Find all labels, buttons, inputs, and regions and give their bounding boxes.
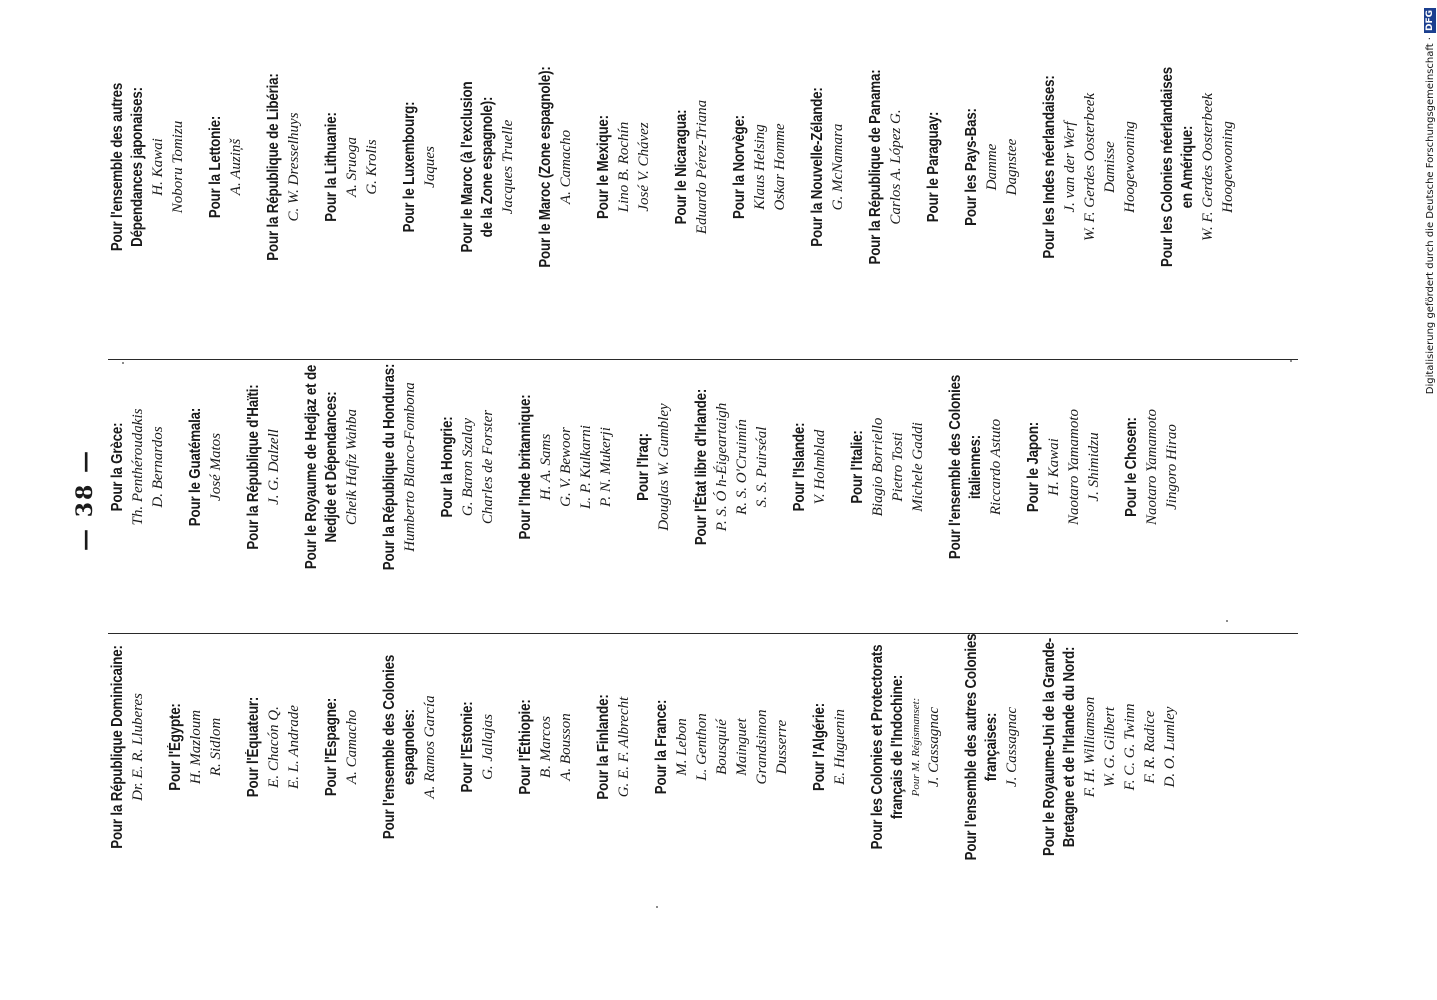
signatory-name: Jacques Truelle [500,119,516,215]
signatory-entry [322,22,382,312]
credit-text: Digitalisierung gefördert durch die Deutsche Forschungsgemeinschaft · [1424,37,1436,395]
signatory-entry [108,22,188,312]
signatory-name: W. F. Gerdes Oosterbeek [1082,92,1098,242]
signatory-entry [400,22,440,312]
signatory-entry [206,22,246,312]
signatory-entry [652,612,792,882]
signatory-entry [810,612,850,882]
country-heading: Pour la République Dominicaine: [109,645,126,849]
country-heading: Pour la Hongrie: [439,416,456,518]
signatory-name: Naotaro Yamamoto [1144,409,1160,526]
signatory-name: D. Bernardos [150,426,166,508]
signatory-name: M. Lebon [674,718,690,776]
signatory-name: Th. Penthéroudakis [130,408,146,526]
signatory-name: Damme [984,143,1000,191]
country-heading: Pour le Royaume-Uni de la Grande- Bretagne et de l'Irlande du Nord: [1041,637,1078,857]
signatory-name: Jaques [422,146,438,188]
signatory-entry [594,22,654,312]
signatory-name: Hoogewooning [1220,121,1236,213]
signatory-name: W. G. Gilbert [1102,706,1118,788]
signatory-name: Pietro Tosti [890,432,906,502]
signatory-name: F. H. Williamson [1082,696,1098,798]
signatory-entry [808,22,848,312]
country-heading: Pour l'Inde britannique: [517,394,534,540]
signatory-name: A. Sruoga [344,137,360,197]
signatory-entry [322,612,362,882]
signatory-name: W. F. Gerdes Oosterbeek [1200,92,1216,242]
signatory-name: H. A. Sams [538,433,554,501]
signatory-name: E. Chacón Q. [266,706,282,788]
signatory-name: C. W. Dresselhuys [286,112,302,222]
signatory-name: José Matos [208,433,224,501]
signatory-name: A. Camacho [344,709,360,785]
signatory-entry [1040,22,1140,312]
signatory-entry [730,22,790,312]
signatory-name: A. Camacho [558,129,574,205]
signatory-entry [380,612,440,882]
signatory-entry [244,612,304,882]
signatory-name: Michele Gaddi [910,422,926,512]
signatory-name: J. van der Werf [1062,121,1078,213]
country-heading: Pour l'Iraq: [635,433,652,501]
signatory-name: A. Auziņš [228,138,244,196]
signatory-name: Bousquié [714,719,730,775]
country-heading: Pour l'ensemble des Colonies italiennes: [947,374,984,560]
country-heading: Pour l'État libre d'Irlande: [693,388,710,546]
country-heading: Pour la République du Honduras: [381,363,398,571]
country-heading: Pour la Nouvelle-Zélande: [809,87,826,247]
signatory-name: S. S. Puirséal [754,426,770,508]
signatory-entry [302,332,362,602]
signatory-name: E. L. Andrade [286,705,302,789]
signatory-entry [672,22,712,312]
signatory-entry [186,332,226,602]
signatory-entry [1158,22,1238,312]
country-heading: Pour l'ensemble des autres Colonies françaises: [963,633,1000,861]
country-heading: Pour l'Équateur: [245,696,262,798]
signatory-entry [166,612,226,882]
signatory-name: Grandsimon [754,709,770,785]
scan-speck [122,362,124,364]
country-heading: Pour l'Islande: [791,422,808,512]
signatory-name: D. O. Lumley [1162,706,1178,788]
signatory-name: J. Shimidzu [1086,432,1102,502]
signatory-name: Noboru Tomizu [170,120,186,214]
country-heading: Pour le Maroc (à l'exclusion de la Zone espagnole): [459,81,496,253]
country-heading: Pour le Mexique: [595,115,612,219]
country-heading: Pour l'Estonie: [459,701,476,793]
signatory-name: José V. Chávez [636,122,652,212]
signatory-name: F. C. G. Twinn [1122,703,1138,791]
signatory-entry [516,332,616,602]
signatory-entry [692,332,772,602]
country-heading: Pour la République de Libéria: [265,73,282,261]
signatory-entry [108,332,168,602]
country-heading: Pour le Japon: [1025,421,1042,513]
signatory-entry [1024,332,1104,602]
signatory-name: G. Krolis [364,139,380,195]
country-heading: Pour l'Éthiopie: [517,699,534,795]
country-heading: Pour les Colonies néerlandaises en Amérique: [1159,67,1196,267]
signatory-name: P. N. Mukerji [598,427,614,507]
signatory-name: Pour M. Régismanset: [910,697,922,797]
signatory-column-1 [108,612,1198,882]
credit-line [1423,8,1437,992]
signatory-name: G. McNamara [830,123,846,211]
digitization-credit [1423,8,1437,992]
country-heading: Pour le Royaume de Hedjaz et de Nedjde et Dépendances: [303,364,340,570]
signatory-name: Lino B. Rochín [616,121,632,213]
signatory-entry [264,22,304,312]
country-heading: Pour les Colonies et Protectorats français de l'Indochine: [869,644,906,850]
country-heading: Pour la Lithuanie: [323,112,340,222]
signatory-entry [380,332,420,602]
signatory-name: Naotaro Yamamoto [1066,409,1082,526]
country-heading: Pour l'Italie: [849,430,866,504]
signatory-name: Cheik Hafiz Wahba [344,408,360,526]
signatory-name: G. E. F. Albrecht [616,696,632,798]
signatory-name: Hoogewooning [1122,121,1138,213]
signatory-entry [946,332,1006,602]
signatory-name: J. Cassagnac [926,707,942,787]
signatory-name: A. Ramos García [422,695,438,799]
signatory-name: Charles de Forster [480,409,496,525]
signatory-name: G. Jallajas [480,714,496,780]
signatory-name: Biagio Borriello [870,417,886,517]
signatory-entry [790,332,830,602]
signatory-entry [244,332,284,602]
signatory-name: Dr. E. R. Lluberes [130,693,146,801]
signatory-name: V. Holmblad [812,429,828,505]
signatory-name: F. R. Radice [1142,710,1158,784]
country-heading: Pour l'Algérie: [811,703,828,792]
scan-speck [656,906,658,908]
country-heading: Pour la République d'Haïti: [245,384,262,550]
signatory-entry [458,22,518,312]
signatory-name: Dusserre [774,719,790,775]
country-heading: Pour la République de Panama: [867,69,884,265]
signatory-entry [962,22,1022,312]
signatory-name: Douglas W. Gumbley [656,403,672,531]
country-heading: Pour la Finlande: [595,694,612,800]
country-heading: Pour la Lettonie: [207,115,224,219]
country-heading: Pour le Chosen: [1123,417,1140,517]
signatory-name: Klaus Helsing [752,124,768,210]
signatory-name: A. Bousson [558,713,574,781]
signatory-entry [516,612,576,882]
country-heading: Pour le Paraguay: [925,111,942,223]
signatory-name: Riccardo Astuto [988,418,1004,516]
signatory-entry [962,612,1022,882]
signatory-name: H. Kawai [1046,438,1062,496]
signatory-name: H. Kawai [150,138,166,196]
signatory-name: H. Mazloum [188,709,204,785]
signatory-name: Mainguet [734,718,750,776]
signatory-column-3 [108,22,1256,312]
country-heading: Pour le Luxembourg: [401,101,418,233]
signatory-name: Damisse [1102,141,1118,193]
signatory-entry [634,332,674,602]
signatory-entry [848,332,928,602]
country-heading: Pour l'ensemble des Colonies espagnoles: [381,654,418,840]
signatory-name: L. Genthon [694,713,710,781]
scan-speck [1290,360,1292,362]
signatory-entry [924,22,944,312]
country-heading: Pour l'ensemble des autres Dépendances japonaises: [109,82,146,252]
signatory-name: Oskar Homme [772,123,788,211]
signatory-entry [458,612,498,882]
country-heading: Pour la France: [653,699,670,795]
signatory-name: J. Cassagnac [1004,707,1020,787]
signatory-name: R. Sidlom [208,717,224,777]
signatory-name: Humberto Blanco-Fombona [402,382,418,552]
country-heading: Pour la Norvège: [731,115,748,219]
signatory-entry [1040,612,1180,882]
country-heading: Pour les Pays-Bas: [963,108,980,226]
dfg-logo: DFG [1425,10,1435,32]
signatory-entry [866,22,906,312]
signatory-name: J. G. Dalzell [266,429,282,505]
signatory-name: P. S. Ó h-Éigeartaigh [714,402,730,532]
signatory-entry [868,612,944,882]
country-heading: Pour le Maroc (Zone espagnole): [537,66,554,268]
signatory-name: E. Huguenin [832,709,848,785]
signatory-column-2 [108,332,1200,602]
signatory-name: G. V. Bewoor [558,427,574,507]
signatory-name: R. S. O'Cruimín [734,419,750,515]
signatory-entry [1122,332,1182,602]
signatory-name: B. Marcos [538,716,554,778]
country-heading: Pour l'Espagne: [323,697,340,797]
signatory-name: Eduardo Pérez-Triana [694,99,710,235]
signatory-name: L. P. Kulkarni [578,425,594,509]
scan-speck [1226,620,1228,622]
page-number: — 38 — [72,449,98,551]
signatory-name: Jingoro Hirao [1164,424,1180,510]
signatory-name: Carlos A. López G. [888,109,904,225]
signatory-entry [438,332,498,602]
country-heading: Pour les Indes néerlandaises: [1041,75,1058,259]
signatory-entry [536,22,576,312]
country-heading: Pour l'Égypte: [167,703,184,791]
country-heading: Pour le Guatémala: [187,407,204,527]
signatory-entry [108,612,148,882]
country-heading: Pour la Grèce: [109,422,126,512]
signatory-name: G. Baron Szalay [460,417,476,517]
signatory-name: Dagnstee [1004,138,1020,196]
signatory-entry [594,612,634,882]
country-heading: Pour le Nicaragua: [673,109,690,225]
